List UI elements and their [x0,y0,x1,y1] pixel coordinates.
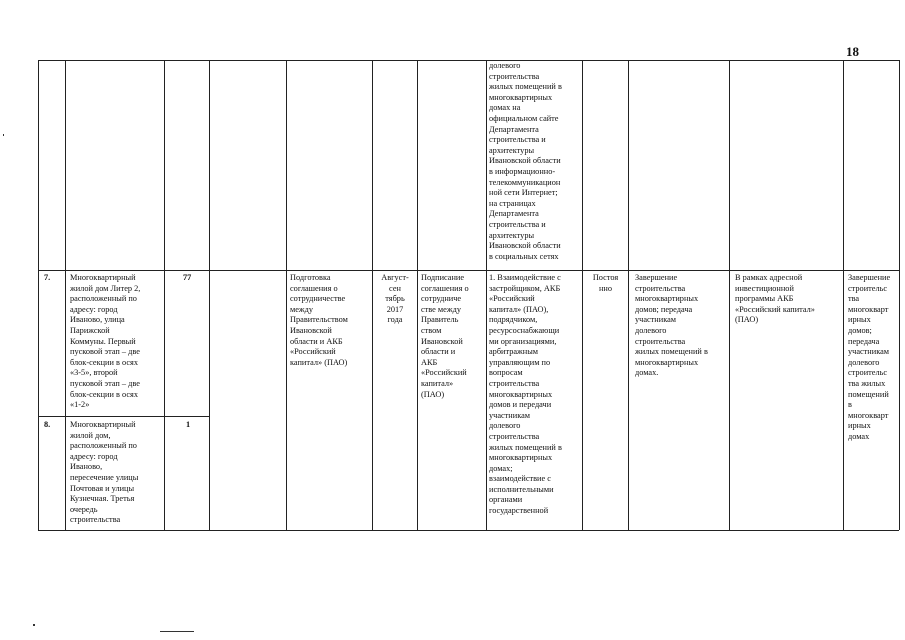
grid-line [729,60,730,530]
program-cell: В рамках адресной инвестиционной программы АКБ «Российский капитал» (ПАО) [735,273,815,325]
term-cell: Постоя нно [592,273,619,293]
grid-line [65,60,66,530]
grid-line [38,530,899,531]
grid-line [628,60,629,530]
page-number: 18 [846,44,859,59]
grid-line [899,60,900,530]
grid-line [417,60,418,530]
measure-cell: Подготовка соглашения о сотрудничестве между Правительством Ивановской области и АКБ «Российский капитал» (ПАО) [290,273,348,367]
grid-line [843,60,844,530]
grid-line [164,60,165,530]
period-cell: Август- сен тябрь 2017 года [381,273,409,325]
grid-line [38,60,899,61]
outcome-cell: Завершение строительс тва многокварт ирных домов; передача участникам долевого строительс тва жилых помещений в многокварт ирных домах [848,273,891,441]
row-number: 8. [44,420,51,429]
row-number: 7. [44,273,51,282]
result-cell: Подписание соглашения о сотрудниче стве между Правитель ством Ивановской области и АКБ «Российский капитал» (ПАО) [421,273,469,399]
scan-mark [160,631,194,632]
object-description: Многоквартирный жилой дом Литер 2, расположенный по адресу: город Иваново, улица Парижской Коммуны. Первый пусковой этап – две блок-секции в осях «3-5», второй пусковой этап – две блок-секции в осях «1-2» [70,273,141,410]
actions-cell: 1. Взаимодействие с застройщиком, АКБ «Российский капитал» (ПАО), подрядчиком, ресурсоснабжающи ми организациями, арбитражным управляющим по вопросам строительства многоквартирных домов и передачи участникам долевого строительства жилых помещений в многоквартирных домах; взаимодействие с исполнительными органами государственной [489,273,562,516]
grid-line [209,60,210,530]
goal-cell: Завершение строительства многоквартирных домов; передача участникам долевого строительства жилых помещений в многоквартирных домах. [635,273,708,378]
continued-text-cell: долевого строительства жилых помещений в многоквартирных домах на официальном сайте Департамента строительства и архитектуры Ивановской области в информационно- телекоммуникацион ной сети Интернет; на страницах Департамента строительства и архитектуры Ивановской области в социальных сетях [489,61,562,261]
grid-line [38,60,39,530]
grid-line [286,60,287,530]
grid-line [582,60,583,530]
count-value: 1 [186,420,191,429]
scan-mark [33,624,35,626]
object-description: Многоквартирный жилой дом, расположенный по адресу: город Иваново, пересечение улицы Почтовая и улицы Кузнечная. Третья очередь строительства [70,420,139,525]
scan-mark [3,134,4,136]
grid-line [38,270,899,271]
grid-line [38,416,209,417]
grid-line [486,60,487,530]
count-value: 77 [183,273,192,282]
